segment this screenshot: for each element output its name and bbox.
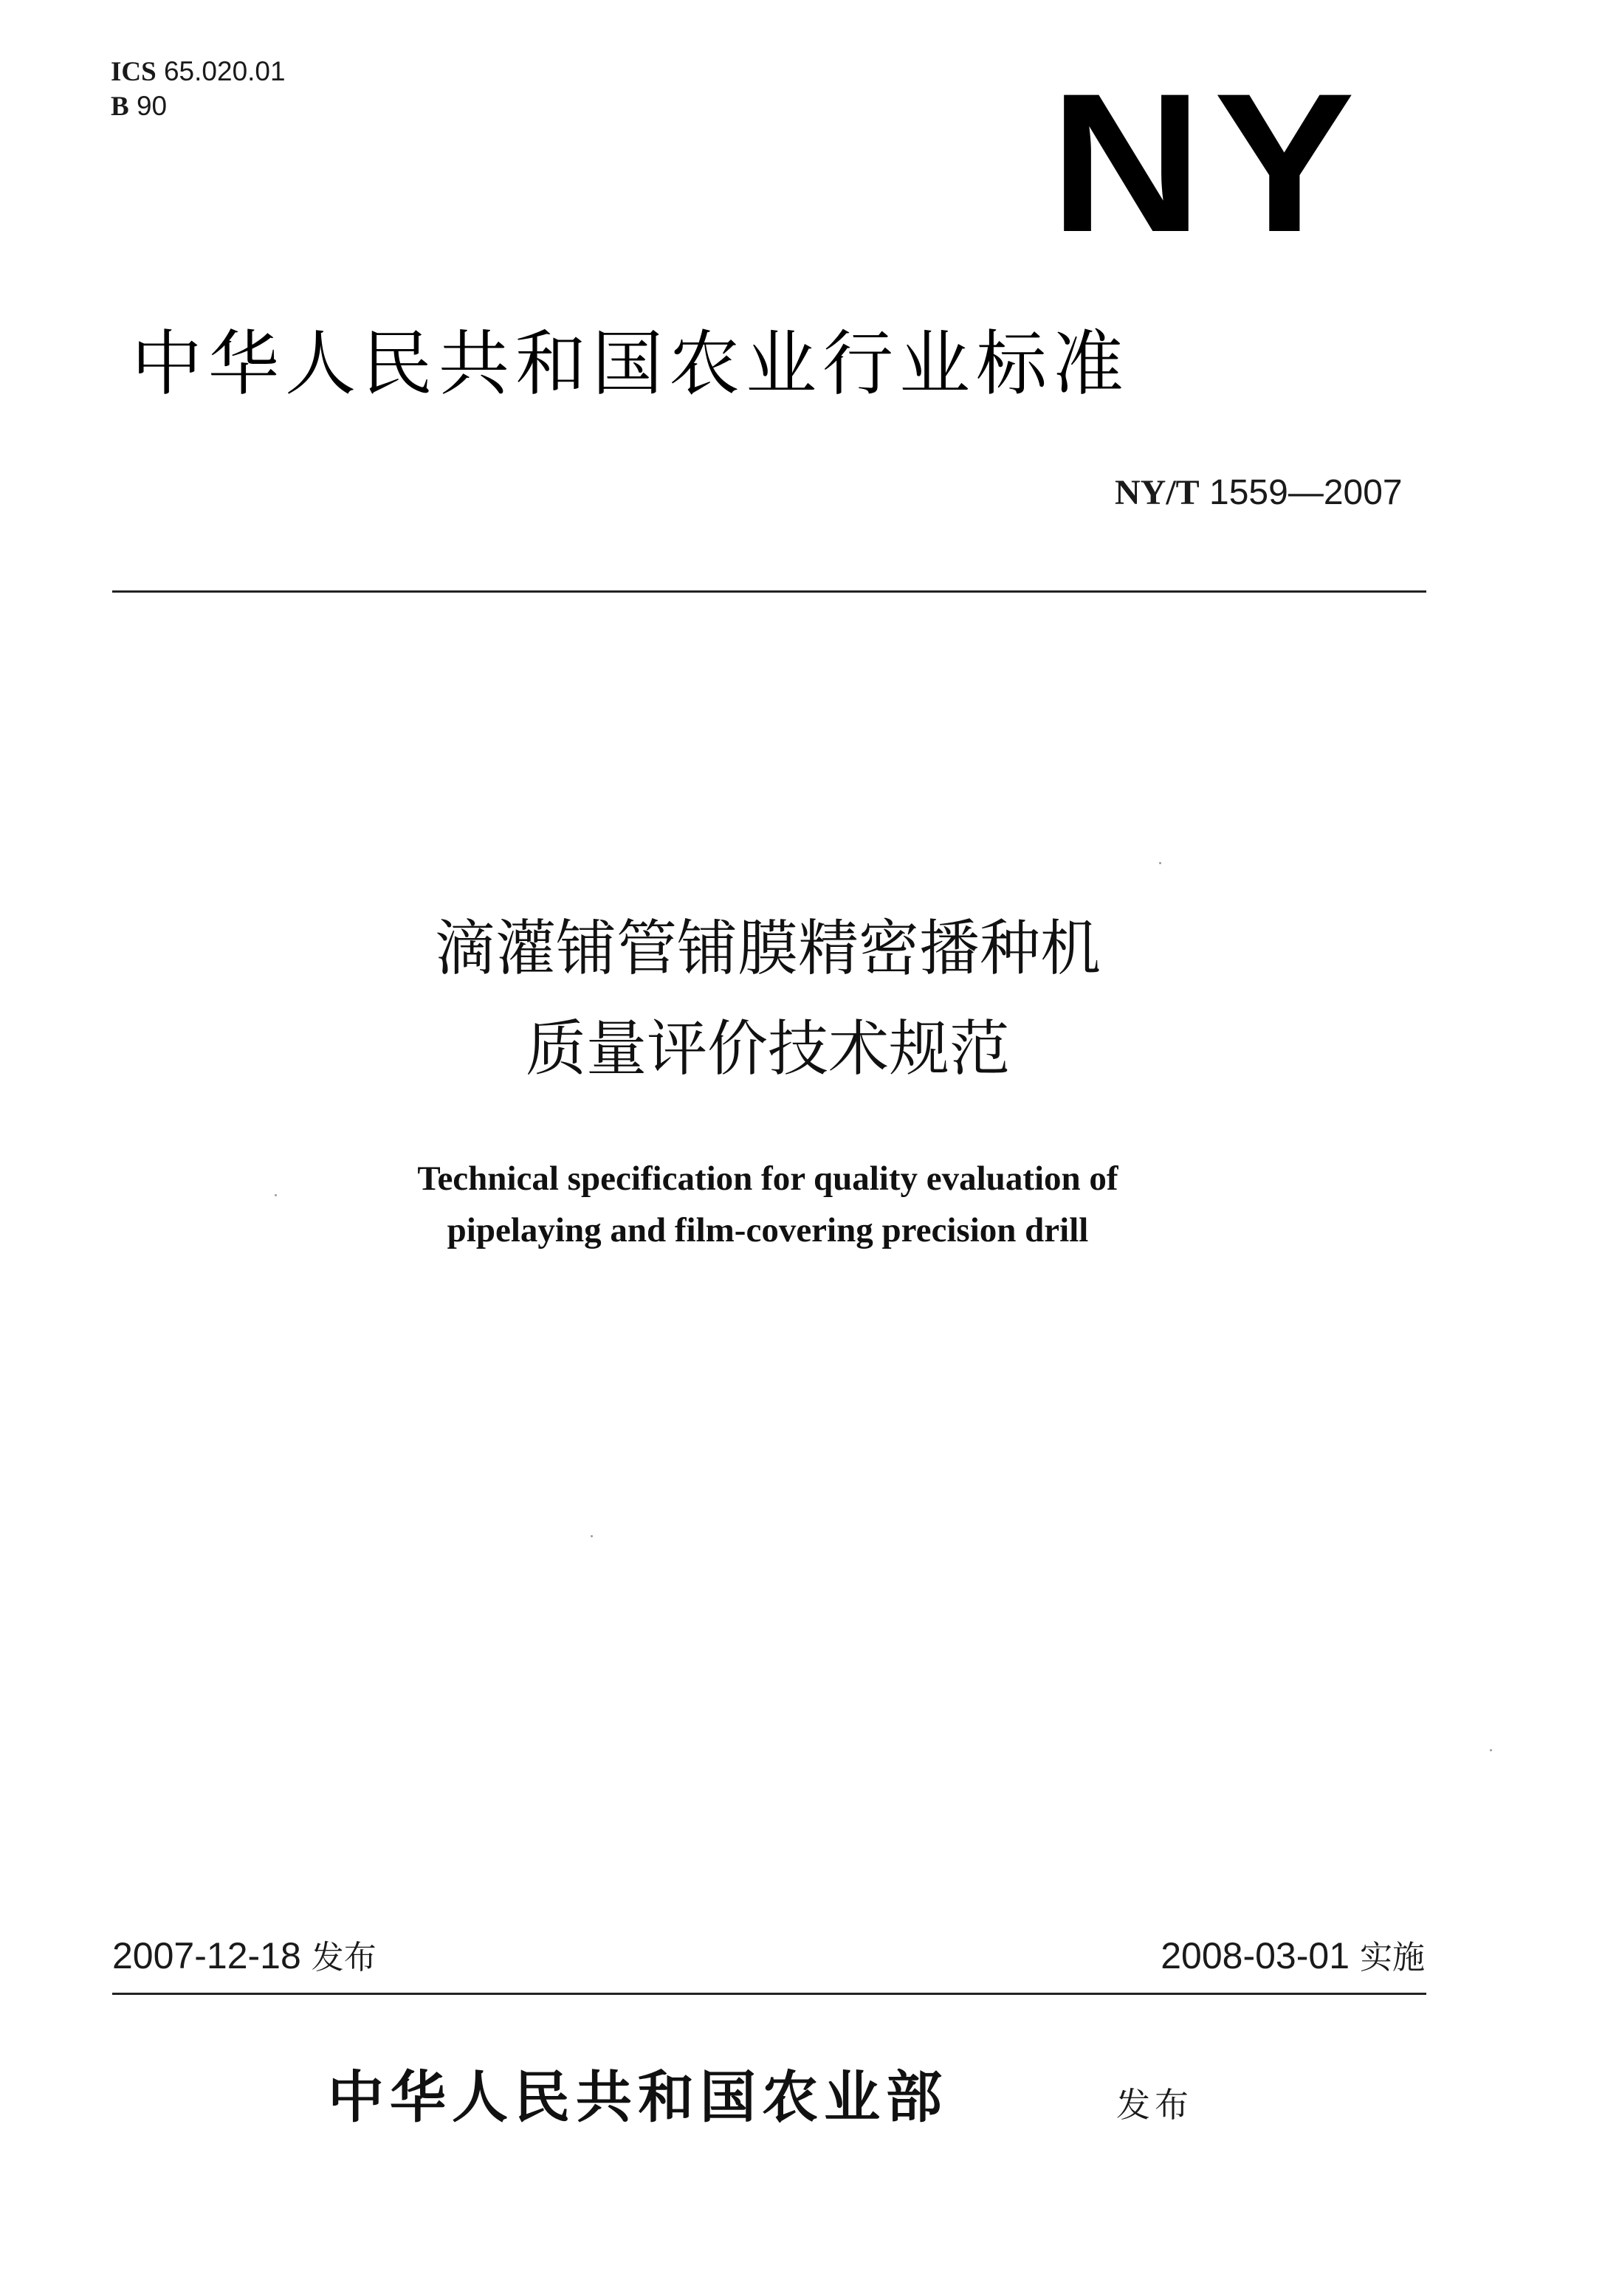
- scan-speck: [591, 1535, 593, 1537]
- standard-code: [1115, 472, 1403, 514]
- scan-speck: [1159, 862, 1161, 864]
- issuer-name: 中华人民共和国农业部: [328, 2064, 948, 2130]
- implement-label: 实施: [1360, 1939, 1425, 1976]
- header-divider: [112, 590, 1426, 593]
- ics-label: ICS: [111, 57, 157, 87]
- implement-date: 2008-03-01: [1161, 1935, 1350, 1976]
- classification-codes: [111, 55, 286, 124]
- document-title-cn-line1: 滴灌铺管铺膜精密播种机: [434, 914, 1101, 984]
- issuer-label: 发布: [1116, 2085, 1193, 2125]
- standard-code-prefix: NY/T: [1115, 473, 1200, 512]
- implement-date-block: [1161, 1934, 1425, 1980]
- scan-speck: [1490, 1749, 1492, 1751]
- ics-code: 65.020.01: [163, 56, 286, 86]
- issue-date-block: [112, 1934, 377, 1980]
- ics-line: [111, 55, 286, 89]
- issue-date: 2007-12-18: [112, 1935, 301, 1976]
- ccs-code: 90: [136, 91, 168, 121]
- ccs-label: B: [111, 92, 129, 122]
- document-title-cn-line2: 质量评价技术规范: [525, 1014, 1010, 1084]
- footer-divider: [112, 1993, 1426, 1995]
- scan-speck: [275, 1194, 277, 1196]
- ny-logo: NY: [1050, 52, 1366, 273]
- document-title-en-line2: pipelaying and film-covering precision drill: [447, 1211, 1089, 1249]
- ccs-line: [111, 89, 286, 124]
- document-title-cn: [0, 899, 1536, 1100]
- standard-title: 中华人民共和国农业行业标准: [131, 323, 1130, 405]
- document-title-en-line1: Technical specification for quality evaluation of: [417, 1159, 1118, 1198]
- standard-code-number: 1559—2007: [1209, 473, 1403, 512]
- issue-label: 发布: [311, 1939, 377, 1976]
- document-title-en: [0, 1153, 1536, 1256]
